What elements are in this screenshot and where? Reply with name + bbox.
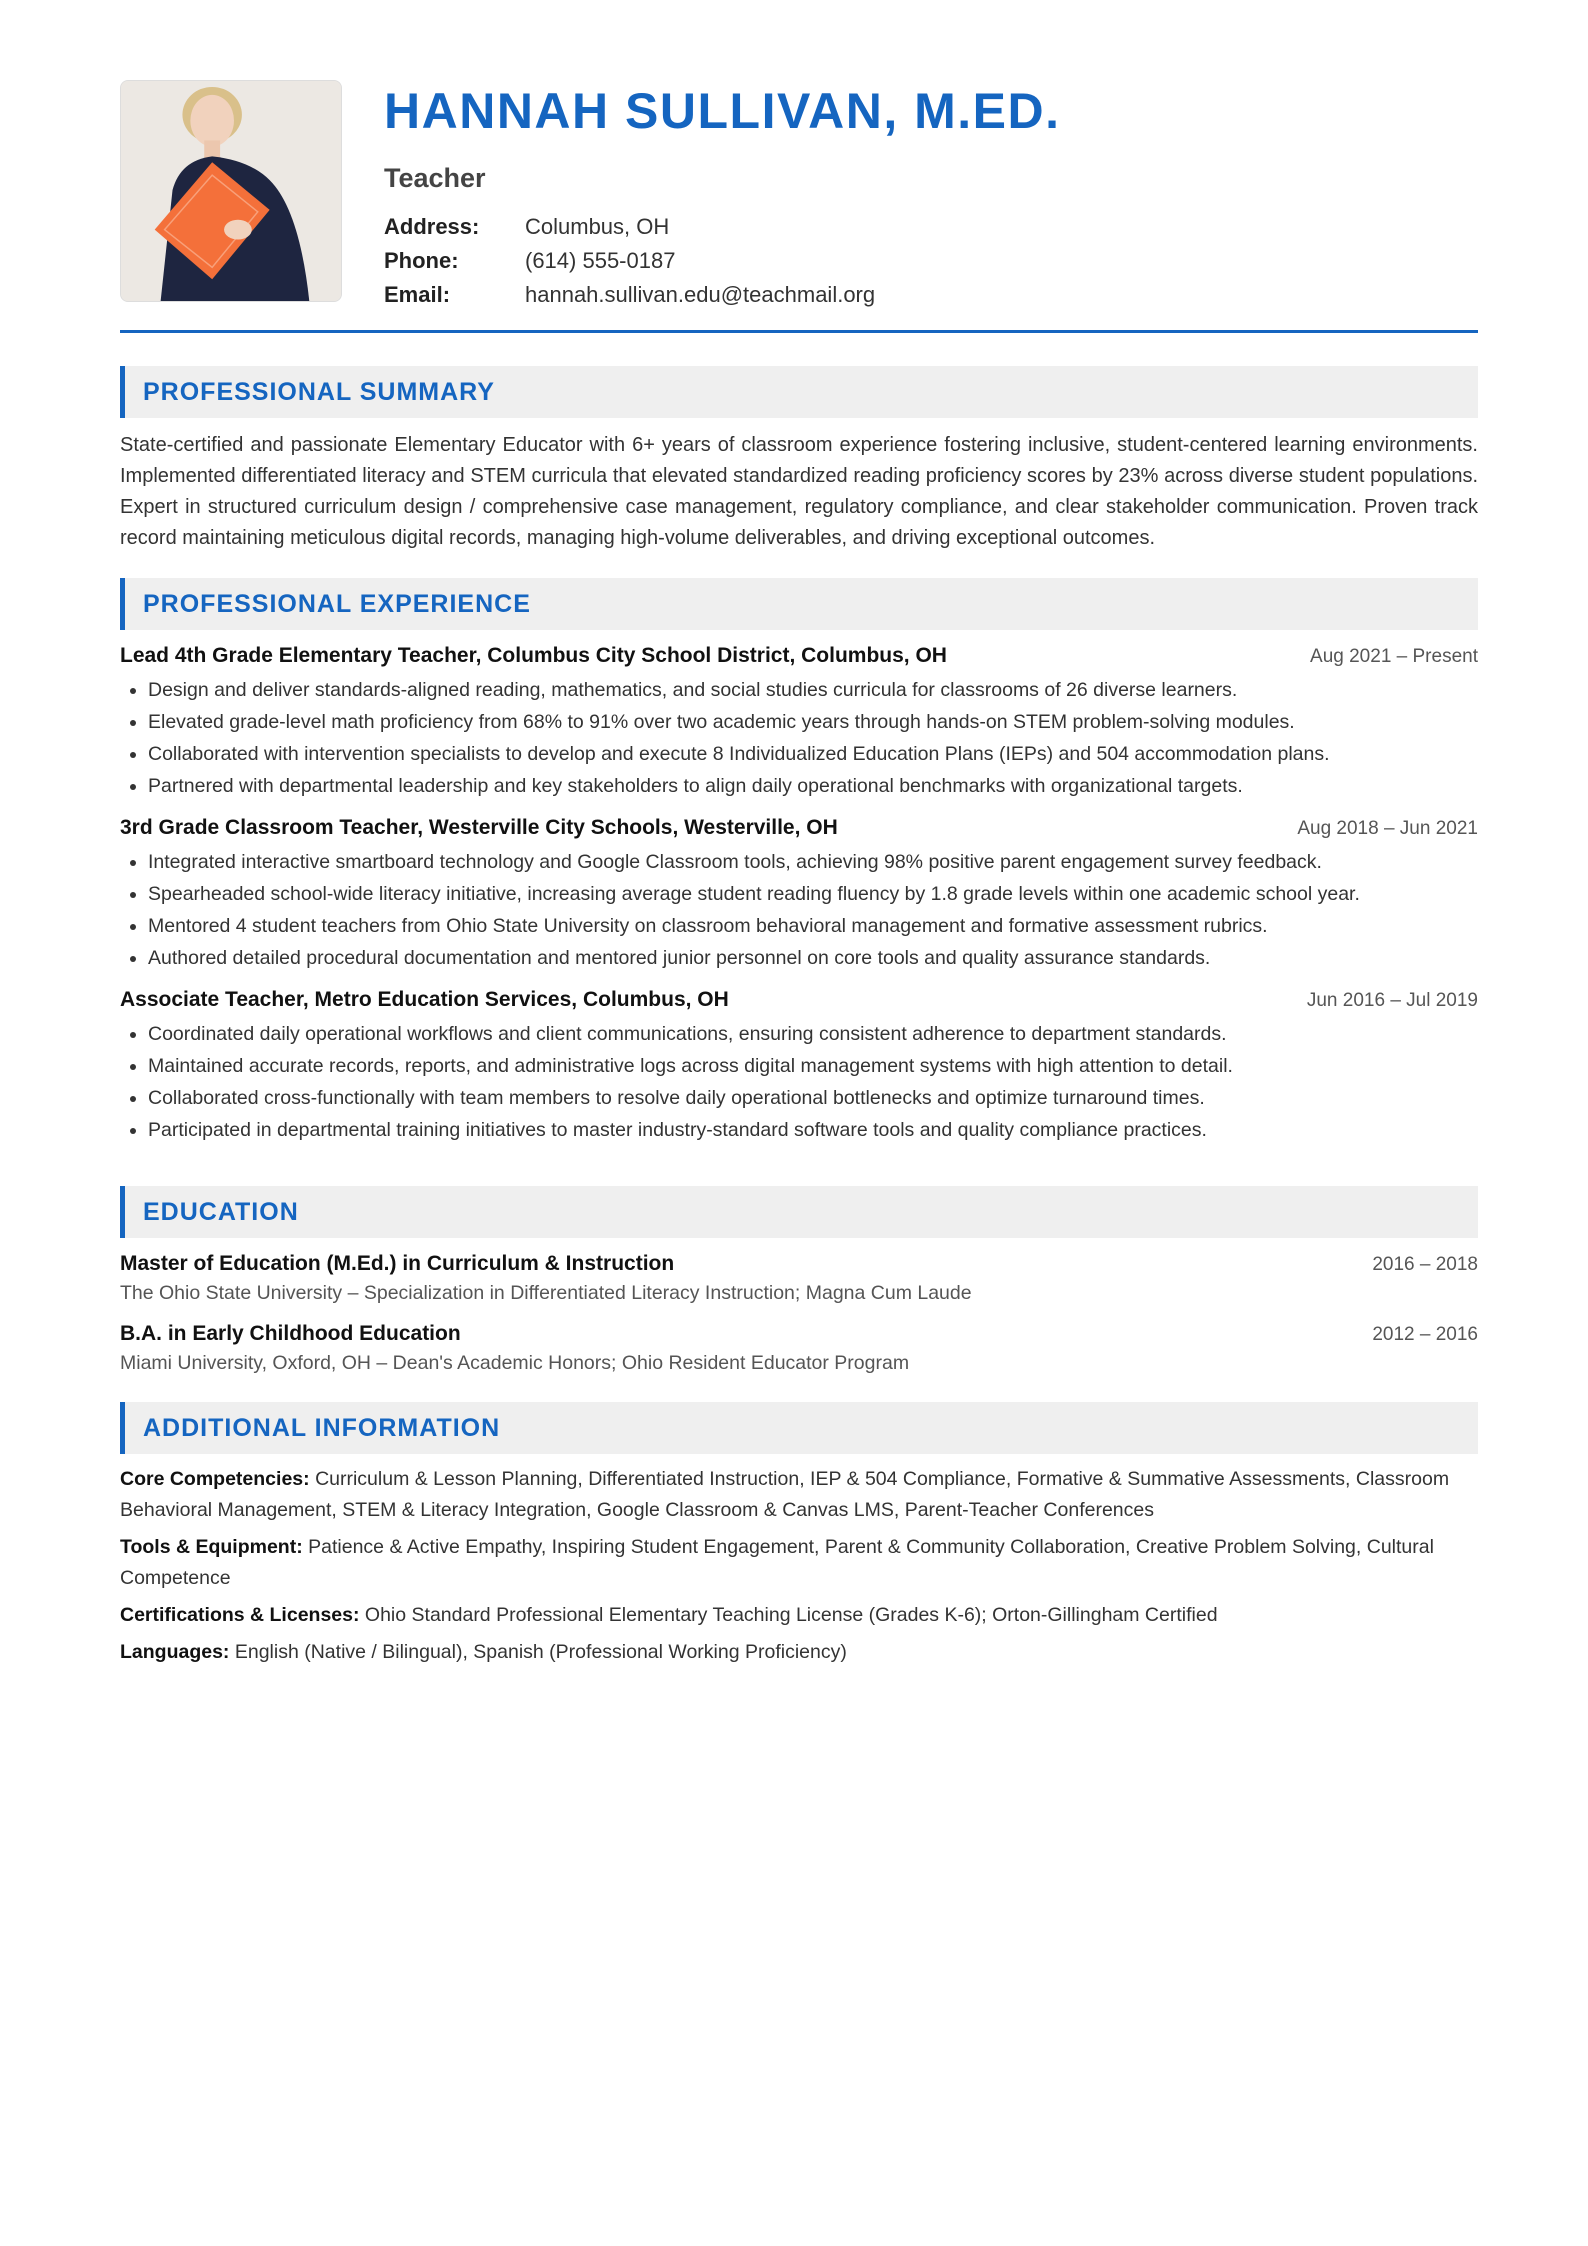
education-entry [120,1252,1478,1308]
info-label: Tools & Equipment: [120,1536,309,1558]
info-value: English (Native / Bilingual), Spanish (Professional Working Proficiency) [234,1641,847,1663]
job-dates: Jun 2016 – Jul 2019 [1306,990,1478,1011]
education-header [120,1252,1478,1276]
job-dates: Aug 2021 – Present [1310,646,1478,667]
education-header [120,1322,1478,1346]
job-bullet: • Spearheaded school-wide literacy initiative, increasing average student reading fluency by 1.8 grade levels within one academic school year. [148,878,1478,910]
info-label: Languages: [120,1641,235,1663]
summary-text: State-certified and passionate Elementary Educator with 6+ years of classroom experience fostering inclusive, student-centered learning environments. Implemented differentiated literacy and STEM curricula that elevated standardized reading proficiency scores by 23% across diverse student populations. Expert in structured curriculum design / comprehensive case management, regulatory compliance, and clear stakeholder communication. Proven track record maintaining meticulous digital records, managing high-volume deliverables, and driving exceptional outcomes. [120,434,1478,549]
info-row-tools [120,1532,1478,1594]
degree-title: B.A. in Early Childhood Education [120,1322,461,1345]
job-bullets [120,674,1478,802]
job-bullet: • Collaborated with intervention specialists to develop and execute 8 Individualized Education Plans (IEPs) and 504 accommodation plans. [148,738,1478,770]
job-entry [120,816,1478,974]
job-bullet: • Integrated interactive smartboard technology and Google Classroom tools, achieving 98% positive parent engagement survey feedback. [148,846,1478,878]
job-bullet: • Mentored 4 student teachers from Ohio State University on classroom behavioral management and formative assessment rubrics. [148,910,1478,942]
education-dates: 2012 – 2016 [1372,1324,1478,1345]
header-text [384,80,1061,312]
info-value: Patience & Active Empathy, Inspiring Student Engagement, Parent & Community Collaboration, Creative Problem Solving, Cultural Competence [120,1536,1434,1589]
info-row-competencies [120,1464,1478,1526]
contact-email [384,278,1061,312]
job-bullet: • Elevated grade-level math proficiency from 68% to 91% over two academic years through hands-on STEM problem-solving modules. [148,706,1478,738]
contact-label: Address: [384,214,480,239]
section-heading-experience: PROFESSIONAL EXPERIENCE [120,578,1478,630]
job-header [120,816,1478,840]
contact-label: Phone: [384,248,459,273]
contact-value: hannah.sullivan.edu@teachmail.org [525,282,876,307]
job-header [120,988,1478,1012]
header-divider [120,330,1478,333]
job-bullet: • Coordinated daily operational workflows and client communications, ensuring consistent adherence to department standards. [148,1018,1478,1050]
job-bullet: • Design and deliver standards-aligned reading, mathematics, and social studies curricula for classrooms of 26 diverse learners. [148,674,1478,706]
candidate-name: HANNAH SULLIVAN, M.ED. [384,83,1061,139]
contact-block [384,210,1061,312]
info-value: Ohio Standard Professional Elementary Teaching License (Grades K-6); Orton-Gillingham Certified [364,1604,1218,1626]
contact-label: Email: [384,282,451,307]
education-entry [120,1322,1478,1378]
job-bullets [120,1018,1478,1146]
job-bullet: • Collaborated cross-functionally with team members to resolve daily operational bottlenecks and optimize turnaround times. [148,1082,1478,1114]
candidate-role: Teacher [384,163,486,193]
education-detail: The Ohio State University – Specialization in Differentiated Literacy Instruction; Magna Cum Laude [120,1282,972,1304]
job-bullet: • Authored detailed procedural documentation and mentored junior personnel on core tools and quality assurance standards. [148,942,1478,974]
education-detail: Miami University, Oxford, OH – Dean's Academic Honors; Ohio Resident Educator Program [120,1352,910,1374]
contact-value: Columbus, OH [525,214,670,239]
section-heading-summary: PROFESSIONAL SUMMARY [120,366,1478,418]
job-bullet: • Participated in departmental training initiatives to master industry-standard software tools and quality compliance practices. [148,1114,1478,1146]
resume-header [120,80,1478,307]
section-heading-additional: ADDITIONAL INFORMATION [120,1402,1478,1454]
degree-title: Master of Education (M.Ed.) in Curriculum & Instruction [120,1252,675,1275]
info-row-languages [120,1637,1478,1668]
profile-photo [120,80,342,302]
contact-value: (614) 555-0187 [525,248,676,273]
info-label: Certifications & Licenses: [120,1604,365,1626]
contact-phone [384,244,1061,278]
info-value: Curriculum & Lesson Planning, Differentiated Instruction, IEP & 504 Compliance, Formative & Summative Assessments, Classroom Behavioral Management, STEM & Literacy Integration, Google Classroom & Canvas LMS, Parent-Teacher Conferences [120,1468,1450,1521]
job-entry [120,644,1478,802]
job-dates: Aug 2018 – Jun 2021 [1297,818,1478,839]
info-row-certifications [120,1600,1478,1631]
job-bullets [120,846,1478,974]
job-header [120,644,1478,668]
contact-address [384,210,1061,244]
info-label: Core Competencies: [120,1468,316,1490]
job-bullet: • Partnered with departmental leadership and key stakeholders to align daily operational benchmarks with organizational targets. [148,770,1478,802]
additional-info-list [120,1464,1478,1668]
job-title: Associate Teacher, Metro Education Services, Columbus, OH [120,988,729,1011]
section-heading-education: EDUCATION [120,1186,1478,1238]
job-title: Lead 4th Grade Elementary Teacher, Columbus City School District, Columbus, OH [120,644,947,667]
job-title: 3rd Grade Classroom Teacher, Westerville City Schools, Westerville, OH [120,816,838,839]
job-bullet: • Maintained accurate records, reports, and administrative logs across digital management systems with high attention to detail. [148,1050,1478,1082]
job-entry [120,988,1478,1146]
education-dates: 2016 – 2018 [1372,1254,1478,1275]
